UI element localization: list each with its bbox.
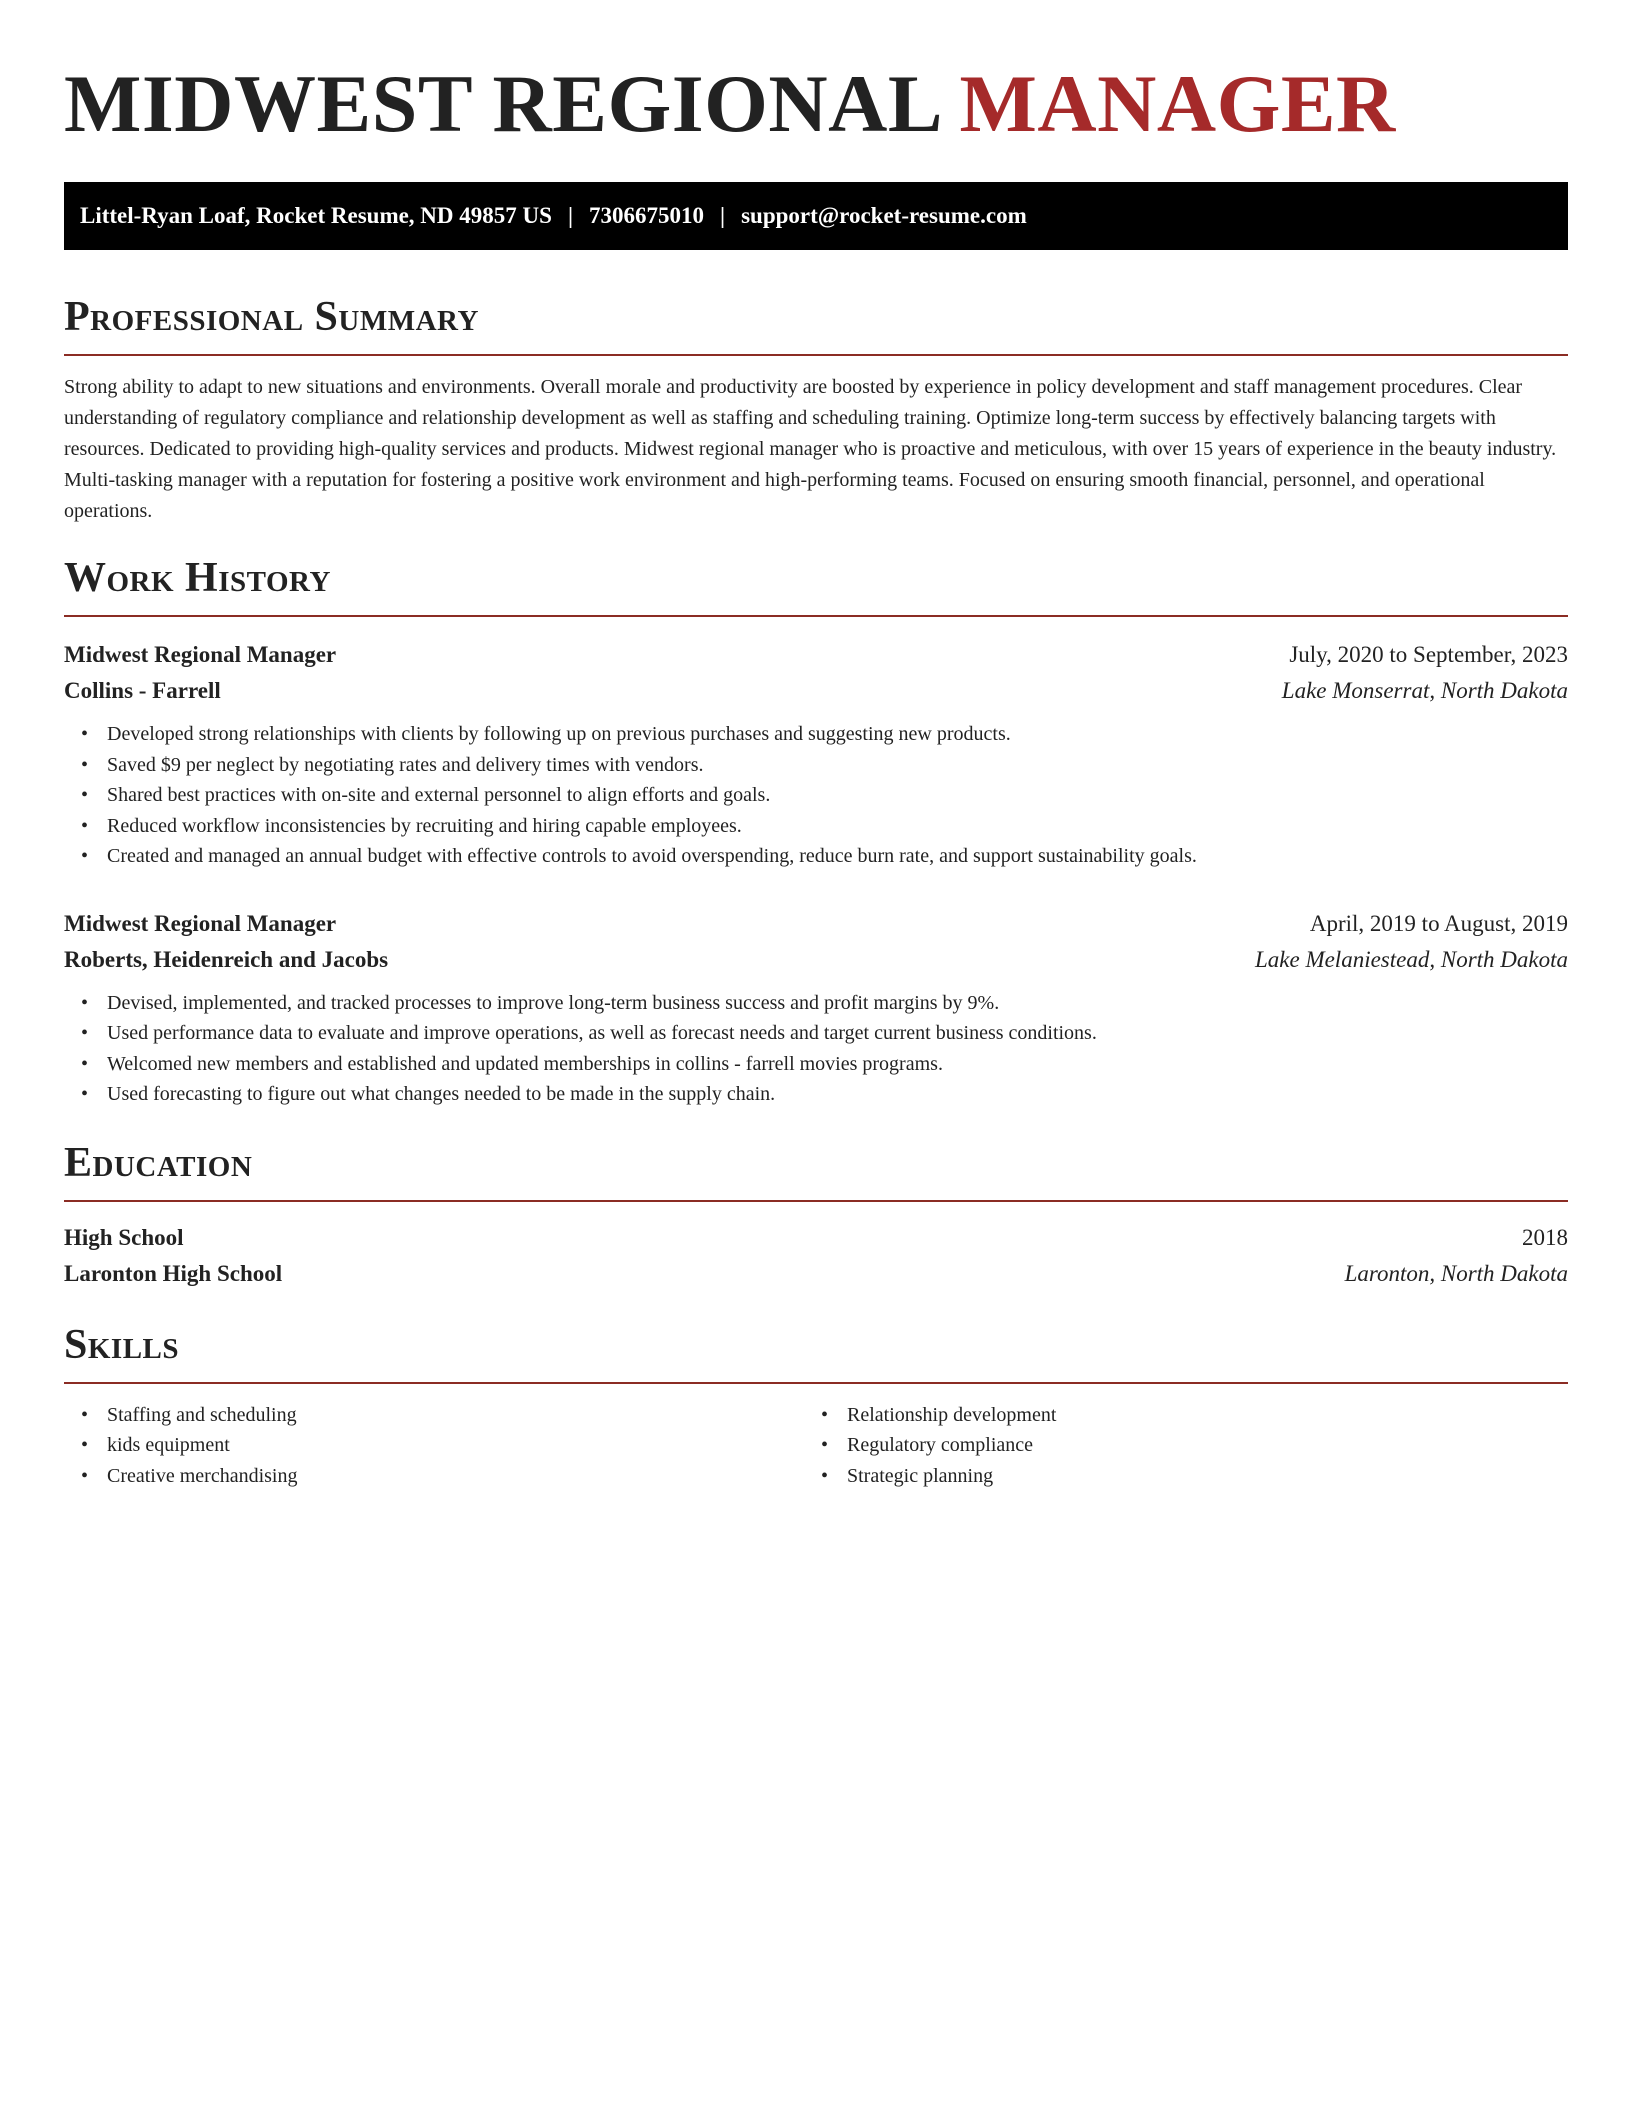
job-dates: July, 2020 to September, 2023 [1289, 642, 1568, 667]
list-item: • Created and managed an annual budget with effective controls to avoid overspending, reduce burn rate, and support sustainability goals. [64, 841, 1568, 872]
skills-grid [64, 1400, 1568, 1492]
skill-item: • Staffing and scheduling [64, 1400, 804, 1431]
skills-section [64, 1320, 1568, 1492]
section-title-skills: Skills [64, 1320, 1568, 1384]
job-location: Lake Melaniestead, North Dakota [1254, 946, 1568, 972]
list-item: • Devised, implemented, and tracked processes to improve long-term business success and profit margins by 9%. [64, 988, 1568, 1019]
job-company-row [64, 942, 1568, 978]
job-entry [64, 637, 1568, 872]
section-title-summary: Professional Summary [64, 292, 1568, 356]
skill-item: • Strategic planning [804, 1461, 1544, 1492]
job-entry [64, 906, 1568, 1110]
skills-column-left [64, 1400, 804, 1492]
list-item: • Developed strong relationships with clients by following up on previous purchases and suggesting new products. [64, 719, 1568, 750]
job-company: Collins - Farrell [64, 678, 221, 703]
resume-title [64, 0, 1568, 150]
education-entry [64, 1220, 1568, 1292]
resume-page [64, 0, 1568, 1491]
job-company: Roberts, Heidenreich and Jacobs [64, 946, 389, 972]
skills-column-right [804, 1400, 1544, 1492]
job-header-row [64, 906, 1568, 942]
section-title-work-history: Work History [64, 553, 1568, 617]
title-accent: MANAGER [959, 58, 1396, 149]
job-dates: April, 2019 to August, 2019 [1309, 910, 1568, 936]
job-bullets [64, 719, 1568, 872]
job-role: Midwest Regional Manager [64, 642, 337, 667]
contact-separator: | [567, 203, 574, 228]
work-history-section [64, 553, 1568, 1110]
list-item: • Shared best practices with on-site and external personnel to align efforts and goals. [64, 780, 1568, 811]
skill-item: • Creative merchandising [64, 1461, 804, 1492]
contact-separator: | [720, 203, 726, 228]
list-item: • Used performance data to evaluate and improve operations, as well as forecast needs and target current business conditions. [64, 1018, 1568, 1049]
job-role: Midwest Regional Manager [64, 910, 337, 936]
skill-item: • Relationship development [804, 1400, 1544, 1431]
job-header-row [64, 637, 1568, 673]
education-degree: High School [64, 1224, 184, 1250]
contact-email: support@rocket-resume.com [741, 203, 1027, 228]
education-section [64, 1138, 1568, 1292]
education-school-row [64, 1256, 1568, 1292]
job-company-row [64, 673, 1568, 709]
contact-address: Littel-Ryan Loaf, Rocket Resume, ND 49857 US [80, 203, 552, 228]
list-item: • Reduced workflow inconsistencies by recruiting and hiring capable employees. [64, 811, 1568, 842]
list-item: • Used forecasting to figure out what changes needed to be made in the supply chain. [64, 1079, 1568, 1110]
education-school: Laronton High School [64, 1260, 283, 1286]
summary-section [64, 292, 1568, 527]
job-bullets [64, 988, 1568, 1110]
title-main: MIDWEST REGIONAL [64, 58, 939, 149]
skill-item: • Regulatory compliance [804, 1430, 1544, 1461]
contact-bar [64, 182, 1568, 250]
list-item: • Welcomed new members and established and updated memberships in collins - farrell movies programs. [64, 1049, 1568, 1080]
skill-item: • kids equipment [64, 1430, 804, 1461]
list-item: • Saved $9 per neglect by negotiating rates and delivery times with vendors. [64, 750, 1568, 781]
education-year: 2018 [1522, 1224, 1568, 1250]
summary-text: Strong ability to adapt to new situations and environments. Overall morale and productivity are boosted by experience in policy development and staff management procedures. Clear understanding of regulatory compliance and relationship development as well as staffing and scheduling training. Optimize long-term success by effectively balancing targets with resources. Dedicated to providing high-quality services and products. Midwest regional manager who is proactive and meticulous, with over 15 years of experience in the beauty industry. Multi-tasking manager with a reputation for fostering a positive work environment and high-performing teams. Focused on ensuring smooth financial, personnel, and operational operations. [64, 376, 1557, 522]
education-header-row [64, 1220, 1568, 1256]
job-location: Lake Monserrat, North Dakota [1281, 678, 1568, 703]
section-title-education: Education [64, 1138, 1568, 1202]
education-location: Laronton, North Dakota [1344, 1260, 1568, 1286]
contact-phone: 7306675010 [589, 203, 705, 228]
